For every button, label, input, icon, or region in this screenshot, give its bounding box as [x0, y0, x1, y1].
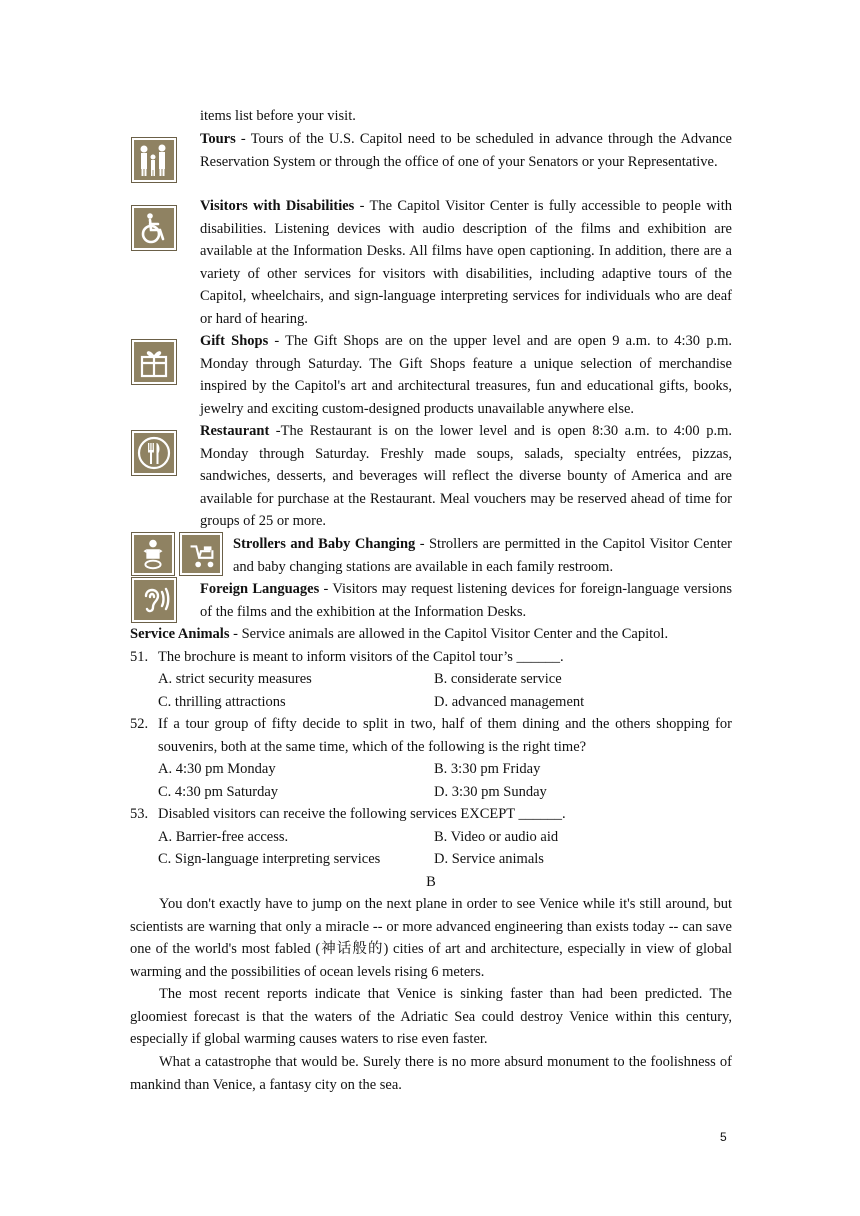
stroller-icon: [180, 533, 222, 575]
strollers-title: Strollers and Baby Changing: [233, 536, 416, 552]
q52-option-b: B. 3:30 pm Friday: [434, 761, 541, 777]
question-text: The brochure is meant to inform visitors of the Capitol tour’s ______.: [158, 649, 564, 665]
q52-option-d: D. 3:30 pm Sunday: [434, 784, 547, 800]
question-number: 52.: [130, 716, 149, 732]
q51-option-b: B. considerate service: [434, 671, 562, 687]
animals-title: Service Animals: [130, 626, 230, 642]
question-text: Disabled visitors can receive the following services EXCEPT ______.: [158, 806, 566, 822]
languages-title: Foreign Languages: [200, 581, 320, 597]
fork-knife-icon: [132, 431, 176, 475]
question-53: [130, 803, 732, 826]
section-service-animals: [130, 623, 732, 646]
section-restaurant: [200, 420, 732, 533]
q53-option-c: C. Sign-language interpreting services: [158, 851, 381, 867]
q51-option-c: C. thrilling attractions: [158, 694, 286, 710]
q51-option-a: A. strict security measures: [158, 671, 312, 687]
q52-option-a: A. 4:30 pm Monday: [158, 761, 276, 777]
passage-paragraph: What a catastrophe that would be. Surely there is no more absurd monument to the foolishness of mankind than Venice, a fantasy city on the sea.: [130, 1054, 732, 1093]
gift-title: Gift Shops: [200, 333, 269, 349]
section-disabilities: [200, 195, 732, 330]
restaurant-title: Restaurant: [200, 423, 270, 439]
family-tour-icon: [132, 138, 176, 182]
question-51: [130, 646, 732, 669]
question-number: 51.: [130, 649, 149, 665]
q52-option-c: C. 4:30 pm Saturday: [158, 784, 279, 800]
q53-option-d: D. Service animals: [434, 851, 544, 867]
section-strollers: [233, 533, 732, 578]
passage-paragraph: You don't exactly have to jump on the next plane in order to see Venice while it's still around, but scientists are warning that only a miracle -- or more advanced engineering than exists today -- can save one of the world's most fabled (神话般的) cities of art and architecture, especially in view of global warming and the possibilities of ocean levels rising 6 meters.: [130, 896, 732, 980]
restaurant-text: -The Restaurant is on the lower level and is open 8:30 a.m. to 4:00 p.m. Monday through Saturday. Freshly made soups, salads, specialty entrées, pizzas, sandwiches, desserts, and beverages will reflect the diverse bounty of America and are available for purchase at the Restaurant. Meal vouchers may be reserved ahead of time for groups of 25 or more.: [200, 423, 732, 529]
gift-icon: [132, 340, 176, 384]
question-number: 53.: [130, 806, 149, 822]
passage-heading: B: [426, 874, 436, 890]
passage-paragraph: The most recent reports indicate that Venice is sinking faster than had been predicted. The gloomiest forecast is that the waters of the Adriatic Sea could destroy Venice within this century, especially if global warming causes waters to rise even faster.: [130, 986, 732, 1047]
gift-text: - The Gift Shops are on the upper level and are open 9 a.m. to 4:30 p.m. Monday through Saturday. The Gift Shops feature a unique selection of merchandise inspired by the Capitol's art and architectural treasures, fun and educational gifts, books, jewelry and exciting custom-designed products unavailable anywhere else.: [200, 333, 732, 417]
q53-option-b: B. Video or audio aid: [434, 829, 559, 845]
section-foreign-languages: [200, 578, 732, 623]
question-52: [130, 713, 732, 759]
q53-option-a: A. Barrier-free access.: [158, 829, 289, 845]
section-tours: [200, 128, 732, 173]
strollers-text: - Strollers are permitted in the Capitol Visitor Center and baby changing stations are available in each family restroom.: [233, 536, 732, 575]
ear-listening-icon: [132, 578, 176, 622]
page-number: 5: [720, 1130, 727, 1144]
section-gift-shops: [200, 330, 732, 420]
q51-option-d: D. advanced management: [434, 694, 585, 710]
baby-changing-icon: [132, 533, 174, 575]
animals-text: - Service animals are allowed in the Capitol Visitor Center and the Capitol.: [229, 626, 669, 642]
tours-title: Tours: [200, 131, 236, 147]
tours-text: - Tours of the U.S. Capitol need to be scheduled in advance through the Advance Reservation System or through the office of one of your Senators or your Representative.: [200, 131, 732, 170]
disabilities-text: - The Capitol Visitor Center is fully accessible to people with disabilities. Listening devices with audio description of the films and exhibition are available at the Information Desks. All films have open captioning. In addition, there are a variety of other services for visitors with disabilities, including adaptive tours of the Capitol, wheelchairs, and sign-language interpreting services for individuals who are deaf or hard of hearing.: [200, 198, 732, 327]
languages-text: - Visitors may request listening devices for foreign-language versions of the films and the exhibition at the Information Desks.: [200, 581, 732, 620]
disabilities-title: Visitors with Disabilities: [200, 198, 355, 214]
question-text: If a tour group of fifty decide to split in two, half of them dining and the others shopping for souvenirs, both at the same time, which of the following is the right time?: [158, 716, 732, 755]
wheelchair-icon: [132, 206, 176, 250]
top-line: items list before your visit.: [200, 108, 356, 124]
